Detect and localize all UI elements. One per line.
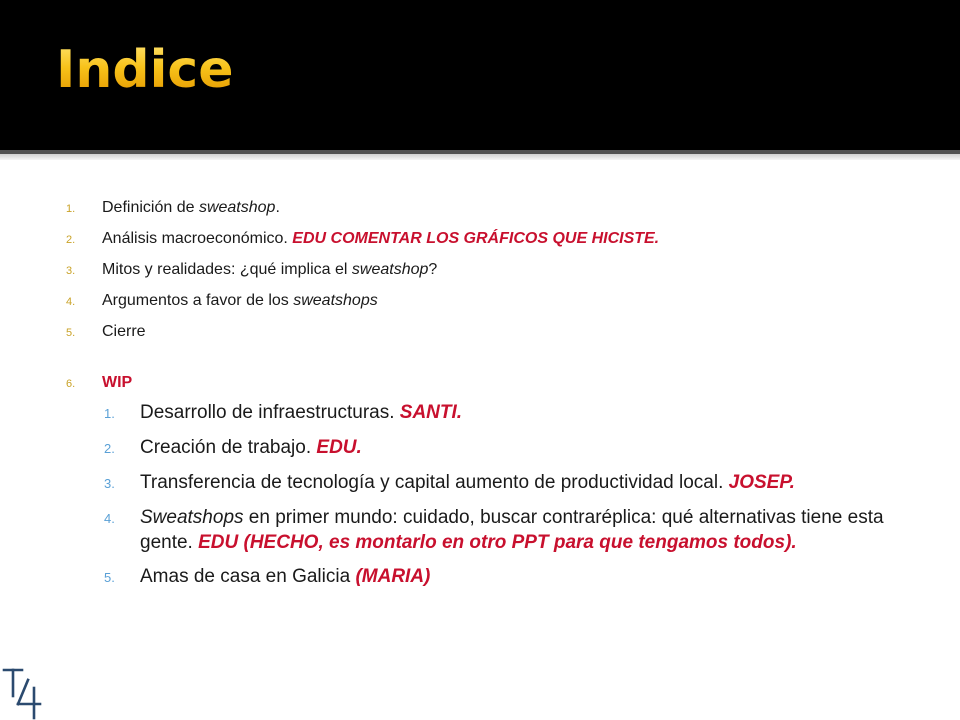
item-number: 1. bbox=[66, 203, 76, 215]
item-number: 2. bbox=[66, 234, 76, 246]
sublist-item bbox=[104, 505, 924, 555]
list-item bbox=[66, 291, 659, 312]
item-text: Definición de sweatshop. bbox=[102, 199, 280, 216]
subitem-note: JOSEP. bbox=[728, 472, 795, 493]
subitem-note: SANTI. bbox=[399, 402, 463, 423]
title-bar bbox=[0, 0, 960, 150]
subitem-text: Creación de trabajo. EDU. bbox=[140, 437, 362, 458]
item-text: Cierre bbox=[102, 323, 146, 340]
sublist-item bbox=[104, 435, 924, 461]
subitem-number: 3. bbox=[104, 476, 115, 491]
subitem-text: Amas de casa en Galicia (MARIA) bbox=[140, 566, 431, 587]
slide-title: Indice bbox=[56, 40, 234, 100]
wip-sublist bbox=[104, 400, 924, 599]
list-item bbox=[66, 260, 659, 281]
subitem-text: Sweatshops en primer mundo: cuidado, buscar contraréplica: qué alternativas tiene esta gente. EDU (HECHO, es montarlo en otro PPT para que tengamos todos). bbox=[140, 507, 884, 553]
item-number: 5. bbox=[66, 327, 76, 339]
list-item-wip bbox=[66, 373, 659, 394]
subitem-note: EDU (HECHO, es montarlo en otro PPT para que tengamos todos). bbox=[198, 532, 797, 553]
subitem-number: 2. bbox=[104, 441, 115, 456]
item-note: EDU COMENTAR LOS GRÁFICOS QUE HICISTE. bbox=[292, 230, 660, 247]
item-text: WIP bbox=[102, 374, 133, 391]
main-list bbox=[66, 198, 659, 404]
slide-content bbox=[0, 160, 960, 720]
item-number: 4. bbox=[66, 296, 76, 308]
subitem-text: Transferencia de tecnología y capital aumento de productividad local. JOSEP. bbox=[140, 472, 795, 493]
subitem-number: 1. bbox=[104, 406, 115, 421]
sublist-item bbox=[104, 564, 924, 590]
list-item bbox=[66, 229, 659, 250]
item-number: 3. bbox=[66, 265, 76, 277]
subitem-note: (MARIA) bbox=[355, 566, 431, 587]
t4-logo bbox=[2, 666, 42, 720]
subitem-text: Desarrollo de infraestructuras. SANTI. bbox=[140, 402, 463, 423]
list-item bbox=[66, 198, 659, 219]
sublist-item bbox=[104, 400, 924, 426]
item-number: 6. bbox=[66, 378, 76, 390]
subitem-number: 5. bbox=[104, 570, 115, 585]
item-text: Mitos y realidades: ¿qué implica el sweatshop? bbox=[102, 261, 438, 278]
item-text: Análisis macroeconómico. EDU COMENTAR LOS GRÁFICOS QUE HICISTE. bbox=[102, 230, 660, 247]
sublist-item bbox=[104, 470, 924, 496]
subitem-note: EDU. bbox=[316, 437, 362, 458]
list-item bbox=[66, 322, 659, 343]
subitem-number: 4. bbox=[104, 511, 115, 526]
item-text: Argumentos a favor de los sweatshops bbox=[102, 292, 378, 309]
